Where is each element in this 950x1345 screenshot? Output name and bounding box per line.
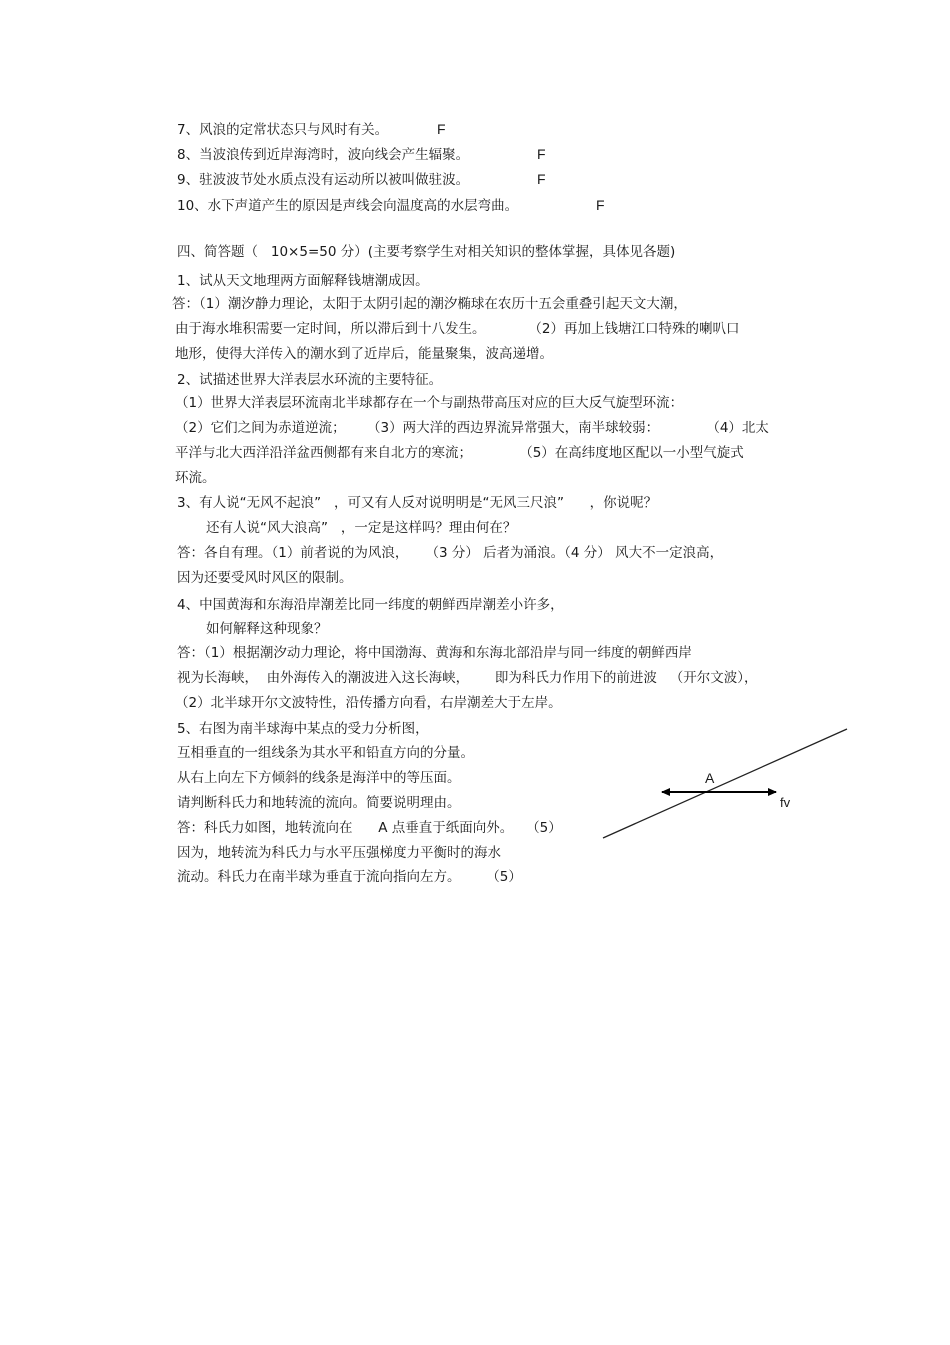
q1-answer-line2: 由于海水堆积需要一定时间，所以滞后到十八发生。 （2）再加上钱塘江口特殊的喇叭口 [175, 321, 740, 337]
tf-item-9: 9、驻波波节处水质点没有运动所以被叫做驻波。 [177, 172, 470, 188]
q4-answer-line2: 视为长海峡， 由外海传入的潮波进入这长海峡， 即为科氏力作用下的前进波 （开尔文波）， [177, 670, 758, 686]
q1-answer-line1: 答：（1）潮汐静力理论，太阳于太阴引起的潮汐椭球在农历十五会重叠引起天文大潮， [172, 296, 687, 312]
q1-question: 1、试从天文地理两方面解释钱塘潮成因。 [177, 273, 429, 289]
q4-answer-line1: 答：（1）根据潮汐动力理论，将中国渤海、黄海和东海北部沿岸与同一纬度的朝鲜西岸 [177, 645, 692, 661]
q5-answer-line1: 答：科氏力如图，地转流向在 A 点垂直于纸面向外。 （5） [177, 820, 562, 836]
q1-answer-line3: 地形，使得大洋传入的潮水到了近岸后，能量聚集，波高递增。 [175, 346, 553, 362]
q5-question-line3: 从右上向左下方倾斜的线条是海洋中的等压面。 [177, 770, 461, 786]
q3-answer-line2: 因为还要受风时风区的限制。 [177, 570, 353, 586]
q2-answer-line2: （2）它们之间为赤道逆流； （3）两大洋的西边界流异常强大，南半球较弱： （4）北太 [175, 420, 769, 436]
q2-answer-line1: （1）世界大洋表层环流南北半球都存在一个与副热带高压对应的巨大反气旋型环流： [175, 395, 684, 411]
tf-item-8: 8、当波浪传到近岸海湾时，波向线会产生辐聚。 [177, 147, 470, 163]
tf-mark-7: F [437, 121, 446, 137]
label-point-a: A [705, 770, 715, 786]
q5-question-line2: 互相垂直的一组线条为其水平和铅直方向的分量。 [177, 745, 474, 761]
isobaric-surface-line [603, 729, 847, 838]
tf-item-10: 10、水下声道产生的原因是声线会向温度高的水层弯曲。 [177, 198, 519, 214]
q3-question-line2: 还有人说“风大浪高” ，一定是这样吗？理由何在？ [206, 520, 517, 536]
tf-item-7: 7、风浪的定常状态只与风时有关。 [177, 122, 389, 138]
q5-answer-line3: 流动。科氏力在南半球为垂直于流向指向左方。 （5） [177, 869, 522, 885]
q3-question-line1: 3、有人说“无风不起浪” ，可又有人反对说明明是“无风三尺浪” ，你说呢？ [177, 495, 658, 511]
section-heading: 四、简答题（ 10×5=50 分）(主要考察学生对相关知识的整体掌握，具体见各题) [177, 244, 676, 260]
tf-mark-8: F [537, 146, 546, 162]
q4-question-line1: 4、中国黄海和东海沿岸潮差比同一纬度的朝鲜西岸潮差小许多， [177, 597, 564, 613]
q5-question-line1: 5、右图为南半球海中某点的受力分析图， [177, 721, 429, 737]
q2-answer-line3: 平洋与北大西洋沿洋盆西侧都有来自北方的寒流； （5）在高纬度地区配以一小型气旋式 [175, 445, 744, 461]
tf-mark-9: F [537, 171, 546, 187]
label-fv: fv [780, 795, 791, 810]
q2-question: 2、试描述世界大洋表层水环流的主要特征。 [177, 372, 443, 388]
q4-question-line2: 如何解释这种现象？ [206, 621, 328, 637]
q2-answer-line4: 环流。 [175, 470, 216, 486]
q5-answer-line2: 因为，地转流为科氏力与水平压强梯度力平衡时的海水 [177, 845, 501, 861]
tf-mark-10: F [596, 197, 605, 213]
q5-question-line4: 请判断科氏力和地转流的流向。简要说明理由。 [177, 795, 461, 811]
q4-answer-line3: （2）北半球开尔文波特性，沿传播方向看，右岸潮差大于左岸。 [175, 695, 562, 711]
q3-answer-line1: 答：各自有理。（1）前者说的为风浪， （3 分） 后者为涌浪。（4 分） 风大不一定浪高， [177, 545, 724, 561]
